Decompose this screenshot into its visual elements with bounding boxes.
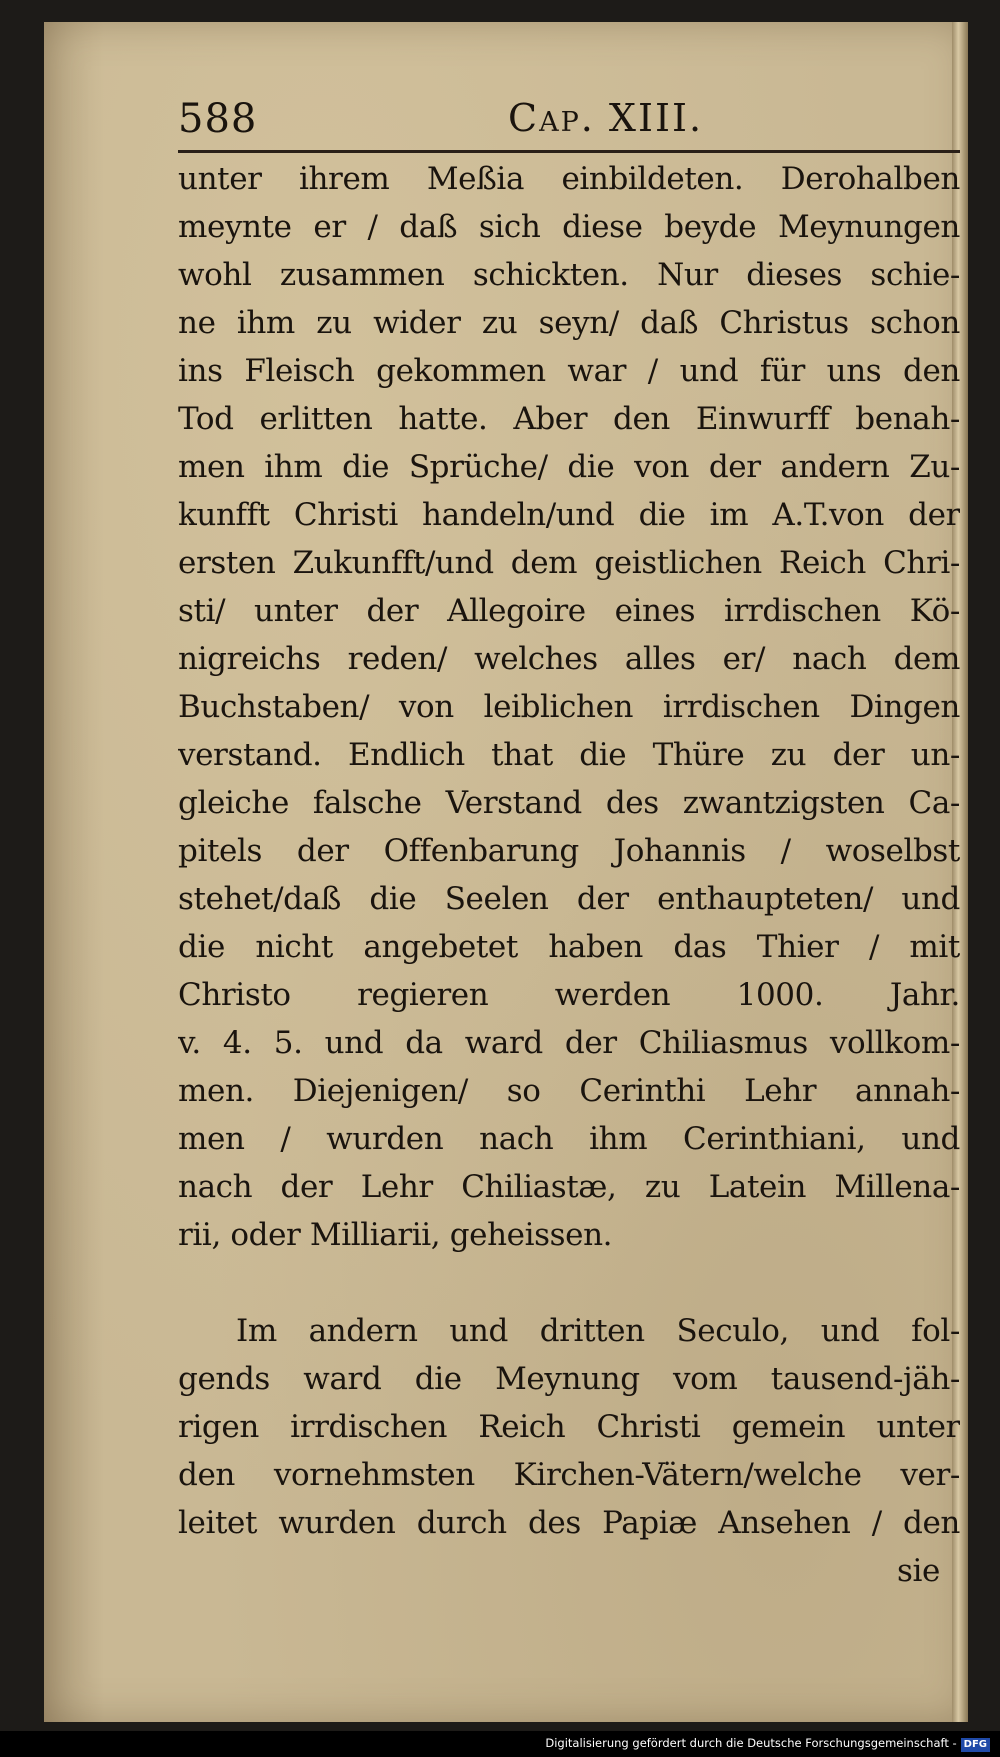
page-body xyxy=(178,155,960,1595)
page-number: 588 xyxy=(178,96,258,142)
paragraph-gap xyxy=(178,1259,960,1307)
text-line: ne ihm zu wider zu seyn/ daß Christus schon xyxy=(178,305,960,341)
text-line: wohl zusammen schickten. Nur dieses schie- xyxy=(178,257,960,293)
text-line: men. Diejenigen/ so Cerinthi Lehr annah- xyxy=(178,1073,960,1109)
text-line: rigen irrdischen Reich Christi gemein unter xyxy=(178,1409,960,1445)
dfg-logo: DFG xyxy=(961,1738,990,1752)
text-line: unter ihrem Meßia einbildeten. Derohalben xyxy=(178,161,960,197)
text-line: gleiche falsche Verstand des zwantzigsten Ca- xyxy=(178,785,960,821)
text-line: Im andern und dritten Seculo, und fol- xyxy=(236,1313,960,1349)
text-line: rii, oder Milliarii, geheissen. xyxy=(178,1217,613,1253)
text-line: nach der Lehr Chiliastæ, zu Latein Millena- xyxy=(178,1169,960,1205)
text-line: den vornehmsten Kirchen-Vätern/welche ver- xyxy=(178,1457,960,1493)
text-line: ersten Zukunfft/und dem geistlichen Reich Chri- xyxy=(178,545,960,581)
text-line: v. 4. 5. und da ward der Chiliasmus vollkom- xyxy=(178,1025,960,1061)
credit-text xyxy=(545,1736,990,1752)
text-line: ins Fleisch gekommen war / und für uns den xyxy=(178,353,960,389)
paragraph-1 xyxy=(178,155,960,1259)
running-head: Cap. XIII. xyxy=(508,96,704,140)
text-line: kunfft Christi handeln/und die im A.T.von der xyxy=(178,497,960,533)
credit-label: Digitalisierung gefördert durch die Deutsche Forschungsgemeinschaft - xyxy=(545,1736,957,1750)
text-line: Buchstaben/ von leiblichen irrdischen Dingen xyxy=(178,689,960,725)
text-line: Christo regieren werden 1000. Jahr. xyxy=(178,977,960,1013)
text-line: pitels der Offenbarung Johannis / woselbst xyxy=(178,833,960,869)
catchword: sie xyxy=(897,1553,940,1589)
text-line: Tod erlitten hatte. Aber den Einwurff benah- xyxy=(178,401,960,437)
text-line: men ihm die Sprüche/ die von der andern Zu- xyxy=(178,449,960,485)
text-line: stehet/daß die Seelen der enthaupteten/ und xyxy=(178,881,960,917)
header-rule xyxy=(178,150,960,153)
text-line: die nicht angebetet haben das Thier / mit xyxy=(178,929,960,965)
text-line: sti/ unter der Allegoire eines irrdischen Kö- xyxy=(178,593,960,629)
text-line: gends ward die Meynung vom tausend-jäh- xyxy=(178,1361,960,1397)
page-header xyxy=(178,92,960,150)
text-line: verstand. Endlich that die Thüre zu der un- xyxy=(178,737,960,773)
digitization-footer xyxy=(0,1731,1000,1757)
text-line: leitet wurden durch des Papiæ Ansehen / den xyxy=(178,1505,960,1541)
text-line: meynte er / daß sich diese beyde Meynungen xyxy=(178,209,960,245)
text-line: nigreichs reden/ welches alles er/ nach dem xyxy=(178,641,960,677)
paragraph-2 xyxy=(178,1307,960,1595)
text-line: men / wurden nach ihm Cerinthiani, und xyxy=(178,1121,960,1157)
